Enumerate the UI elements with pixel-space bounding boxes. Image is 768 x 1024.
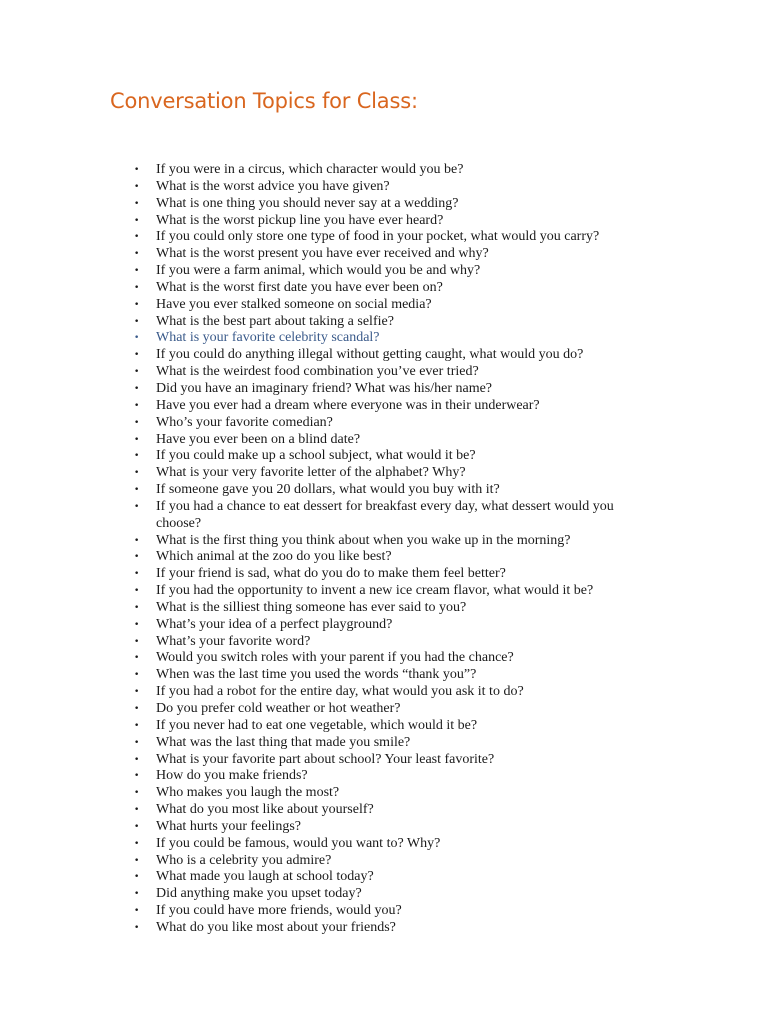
bullet-icon: • — [134, 855, 140, 866]
bullet-icon: • — [134, 737, 140, 748]
list-item — [134, 751, 656, 769]
topic-text: What do you like most about your friends? — [156, 919, 396, 935]
bullet-icon: • — [134, 266, 140, 277]
bullet-icon: • — [134, 821, 140, 832]
list-item — [134, 532, 656, 550]
topic-text: What is the best part about taking a selfie? — [156, 313, 394, 329]
topic-text: If you could be famous, would you want to? Why? — [156, 835, 441, 851]
topic-text: How do you make friends? — [156, 768, 308, 784]
bullet-icon: • — [134, 501, 140, 512]
bullet-icon: • — [134, 333, 140, 344]
topic-text: If you were a farm animal, which would you be and why? — [156, 263, 481, 279]
list-item — [134, 616, 656, 634]
bullet-icon: • — [134, 215, 140, 226]
topic-text: If you could do anything illegal without getting caught, what would you do? — [156, 347, 584, 363]
bullet-icon: • — [134, 249, 140, 260]
topic-text: Have you ever had a dream where everyone was in their underwear? — [156, 397, 540, 413]
list-item — [134, 414, 656, 432]
bullet-icon: • — [134, 451, 140, 462]
topic-text: What is your very favorite letter of the alphabet? Why? — [156, 465, 466, 481]
list-item — [134, 734, 656, 752]
bullet-icon: • — [134, 788, 140, 799]
list-item — [134, 852, 656, 870]
topic-text: If you could make up a school subject, what would it be? — [156, 448, 476, 464]
list-item — [134, 364, 656, 381]
topic-text: If you never had to eat one vegetable, which would it be? — [156, 717, 478, 733]
document-title: Conversation Topics for Class: — [110, 89, 418, 113]
list-item — [134, 465, 656, 482]
topic-text: Have you ever stalked someone on social media? — [156, 296, 432, 312]
list-item — [134, 162, 656, 179]
bullet-icon: • — [134, 417, 140, 428]
list-item — [134, 684, 656, 701]
topic-text: What is the first thing you think about when you wake up in the morning? — [156, 532, 571, 548]
topic-text: What is the weirdest food combination you’ve ever tried? — [156, 364, 479, 380]
topic-text: Which animal at the zoo do you like best? — [156, 549, 392, 565]
topic-text: What was the last thing that made you smile? — [156, 734, 411, 750]
topic-text: If you had a chance to eat dessert for breakfast every day, what dessert would you choose? — [156, 498, 614, 531]
topic-text: If you could have more friends, would you? — [156, 903, 402, 919]
topic-text: Did you have an imaginary friend? What was his/her name? — [156, 380, 493, 396]
bullet-icon: • — [134, 165, 140, 175]
topic-text: What is the worst pickup line you have ever heard? — [156, 212, 444, 228]
topic-text: Who is a celebrity you admire? — [156, 852, 332, 868]
list-item — [134, 263, 656, 280]
bullet-icon: • — [134, 872, 140, 883]
bullet-icon: • — [134, 636, 140, 647]
list-item — [134, 482, 656, 499]
list-item — [134, 903, 656, 920]
bullet-icon: • — [134, 198, 140, 209]
topic-text: If you had the opportunity to invent a new ice cream flavor, what would it be? — [156, 583, 594, 599]
list-item — [134, 431, 656, 449]
bullet-icon: • — [134, 602, 140, 613]
bullet-icon: • — [134, 535, 140, 546]
topic-text: What do you most like about yourself? — [156, 802, 374, 818]
topic-text: When was the last time you used the words “thank you”? — [156, 667, 477, 683]
list-item — [134, 330, 656, 347]
bullet-icon: • — [134, 805, 140, 816]
topic-text: What is the silliest thing someone has ever said to you? — [156, 599, 467, 615]
bullet-icon: • — [134, 619, 140, 630]
topic-text: If you had a robot for the entire day, what would you ask it to do? — [156, 684, 524, 700]
topic-text: What is the worst first date you have ever been on? — [156, 279, 443, 295]
bullet-icon: • — [134, 468, 140, 479]
topic-text: Do you prefer cold weather or hot weather? — [156, 701, 401, 716]
bullet-icon: • — [134, 586, 140, 597]
topic-text: What is your favorite celebrity scandal? — [156, 330, 380, 346]
bullet-icon: • — [134, 485, 140, 496]
list-item — [134, 498, 656, 533]
topic-text: Would you switch roles with your parent if you had the chance? — [156, 650, 514, 666]
bullet-icon: • — [134, 181, 140, 192]
topic-text: What hurts your feelings? — [156, 818, 302, 834]
list-item — [134, 178, 656, 196]
bullet-icon: • — [134, 670, 140, 681]
list-item — [134, 397, 656, 415]
topic-text: What made you laugh at school today? — [156, 869, 374, 885]
topic-text: Have you ever been on a blind date? — [156, 431, 361, 447]
list-item — [134, 229, 656, 246]
topic-text: Who makes you laugh the most? — [156, 785, 340, 801]
list-item — [134, 380, 656, 398]
bullet-icon: • — [134, 282, 140, 293]
topic-text: Who’s your favorite comedian? — [156, 414, 333, 430]
topic-text: What is the worst advice you have given? — [156, 178, 390, 194]
list-item — [134, 835, 656, 853]
bullet-icon: • — [134, 569, 140, 580]
list-item — [134, 919, 656, 937]
list-item — [134, 246, 656, 263]
list-item — [134, 886, 656, 903]
list-item — [134, 313, 656, 331]
bullet-icon: • — [134, 906, 140, 917]
bullet-icon: • — [134, 687, 140, 698]
list-item — [134, 583, 656, 600]
bullet-icon: • — [134, 299, 140, 310]
topic-list — [134, 162, 656, 937]
list-item — [134, 768, 656, 785]
topic-text: If you could only store one type of food in your pocket, what would you carry? — [156, 229, 600, 245]
list-item — [134, 549, 656, 566]
bullet-icon: • — [134, 653, 140, 664]
topic-text: Did anything make you upset today? — [156, 886, 362, 902]
topic-text: What’s your favorite word? — [156, 633, 311, 649]
topic-text: If someone gave you 20 dollars, what would you buy with it? — [156, 482, 500, 498]
topic-text: If you were in a circus, which character would you be? — [156, 162, 464, 177]
list-item — [134, 818, 656, 836]
list-item — [134, 650, 656, 667]
bullet-icon: • — [134, 434, 140, 445]
bullet-icon: • — [134, 350, 140, 361]
bullet-icon: • — [134, 720, 140, 731]
bullet-icon: • — [134, 838, 140, 849]
list-item — [134, 195, 656, 213]
list-item — [134, 296, 656, 314]
bullet-icon: • — [134, 232, 140, 243]
list-item — [134, 717, 656, 735]
list-item — [134, 212, 656, 230]
topic-text: What is one thing you should never say at a wedding? — [156, 195, 459, 211]
bullet-icon: • — [134, 552, 140, 563]
list-item — [134, 448, 656, 465]
list-item — [134, 279, 656, 297]
list-item — [134, 785, 656, 802]
bullet-icon: • — [134, 922, 140, 933]
bullet-icon: • — [134, 316, 140, 327]
bullet-icon: • — [134, 754, 140, 765]
list-item — [134, 599, 656, 617]
bullet-icon: • — [134, 400, 140, 411]
bullet-icon: • — [134, 771, 140, 782]
list-item — [134, 566, 656, 583]
list-item — [134, 347, 656, 364]
list-item — [134, 802, 656, 819]
topic-text: What’s your idea of a perfect playground? — [156, 616, 393, 632]
topic-text: What is the worst present you have ever received and why? — [156, 246, 489, 262]
topic-text: What is your favorite part about school? Your least favorite? — [156, 751, 495, 767]
bullet-icon: • — [134, 383, 140, 394]
bullet-icon: • — [134, 704, 140, 714]
bullet-icon: • — [134, 889, 140, 900]
list-item — [134, 869, 656, 886]
topic-text: If your friend is sad, what do you do to make them feel better? — [156, 566, 506, 582]
list-item — [134, 701, 656, 718]
list-item — [134, 633, 656, 651]
bullet-icon: • — [134, 367, 140, 378]
list-item — [134, 667, 656, 684]
